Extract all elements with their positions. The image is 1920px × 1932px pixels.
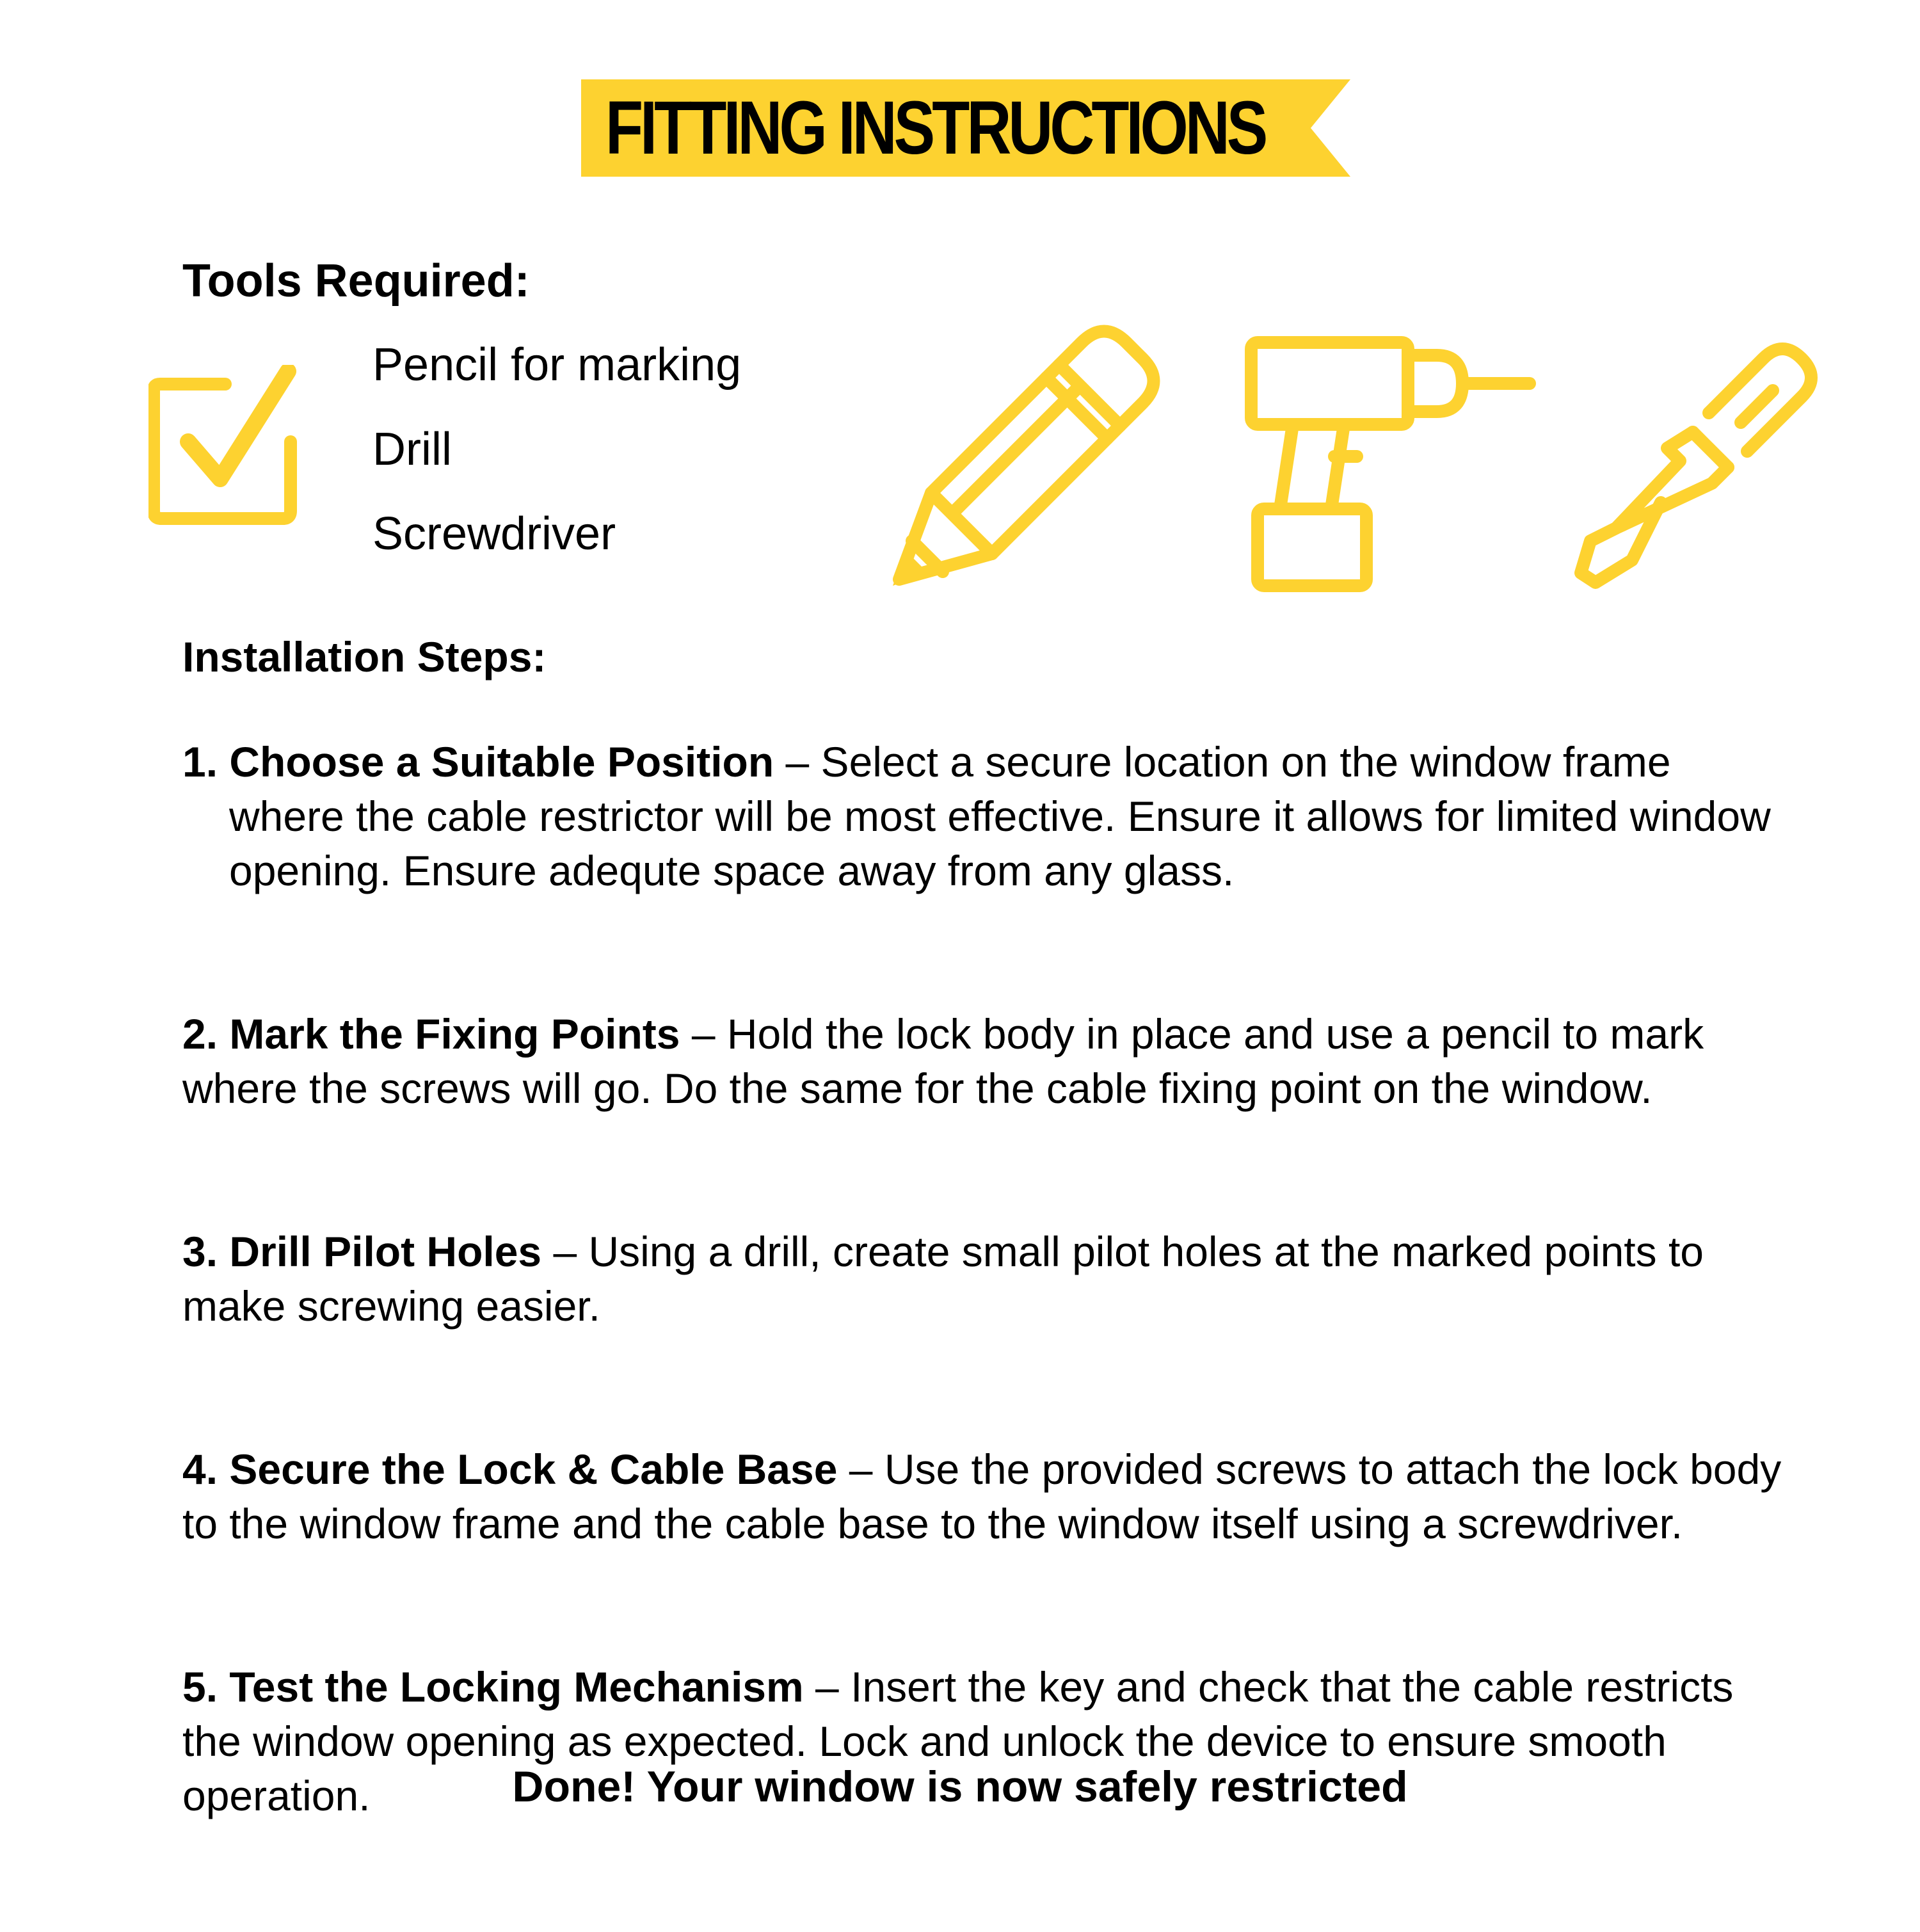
tools-heading: Tools Required: — [182, 255, 530, 307]
step-number: 5. — [182, 1663, 218, 1711]
screwdriver-icon — [1571, 336, 1827, 592]
completion-message: Done! Your window is now safely restricted — [512, 1762, 1408, 1811]
step-title: Drill Pilot Holes — [229, 1228, 542, 1275]
pencil-icon — [886, 317, 1165, 592]
step-4 — [182, 1442, 1782, 1551]
tool-item-screwdriver: Screwdriver — [372, 508, 616, 559]
drill-icon — [1245, 336, 1536, 592]
tool-item-pencil: Pencil for marking — [372, 339, 742, 390]
step-text: – Use the provided screws to attach the lock body to the window frame and the cable base to the window itself using a screwdriver. — [182, 1445, 1782, 1547]
step-number: 3. — [182, 1228, 218, 1275]
step-title: Secure the Lock & Cable Base — [229, 1445, 838, 1493]
step-2 — [182, 1007, 1782, 1116]
tool-item-drill: Drill — [372, 424, 452, 475]
step-title: Test the Locking Mechanism — [229, 1663, 804, 1711]
step-3 — [182, 1225, 1782, 1333]
step-title: Choose a Suitable Position — [229, 738, 774, 785]
step-text: – Insert the key and check that the cable restricts the window opening as expected. Lock and unlock the device to ensure smooth operation. — [182, 1663, 1734, 1819]
step-text: – Using a drill, create small pilot holes at the marked points to make screwing easier. — [182, 1228, 1704, 1330]
step-number: 4. — [182, 1445, 218, 1493]
installation-steps — [182, 735, 1782, 1932]
step-number: 2. — [182, 1010, 218, 1058]
step-number: 1. — [182, 738, 218, 785]
step-1 — [182, 735, 1782, 898]
tools-list — [372, 333, 741, 586]
installation-heading: Installation Steps: — [182, 633, 547, 680]
step-text: – Hold the lock body in place and use a pencil to mark where the screws will go. Do the same for the cable fixing point on the window. — [182, 1010, 1704, 1112]
page-title: FITTING INSTRUCTIONS — [605, 86, 1265, 170]
checkbox-icon — [148, 365, 302, 525]
step-title: Mark the Fixing Points — [229, 1010, 680, 1058]
step-text: – Select a secure location on the window frame where the cable restrictor will be most effective. Ensure it allows for limited window opening. Ensure adequte space away from any glass. — [229, 738, 1771, 894]
title-banner — [581, 79, 1350, 177]
